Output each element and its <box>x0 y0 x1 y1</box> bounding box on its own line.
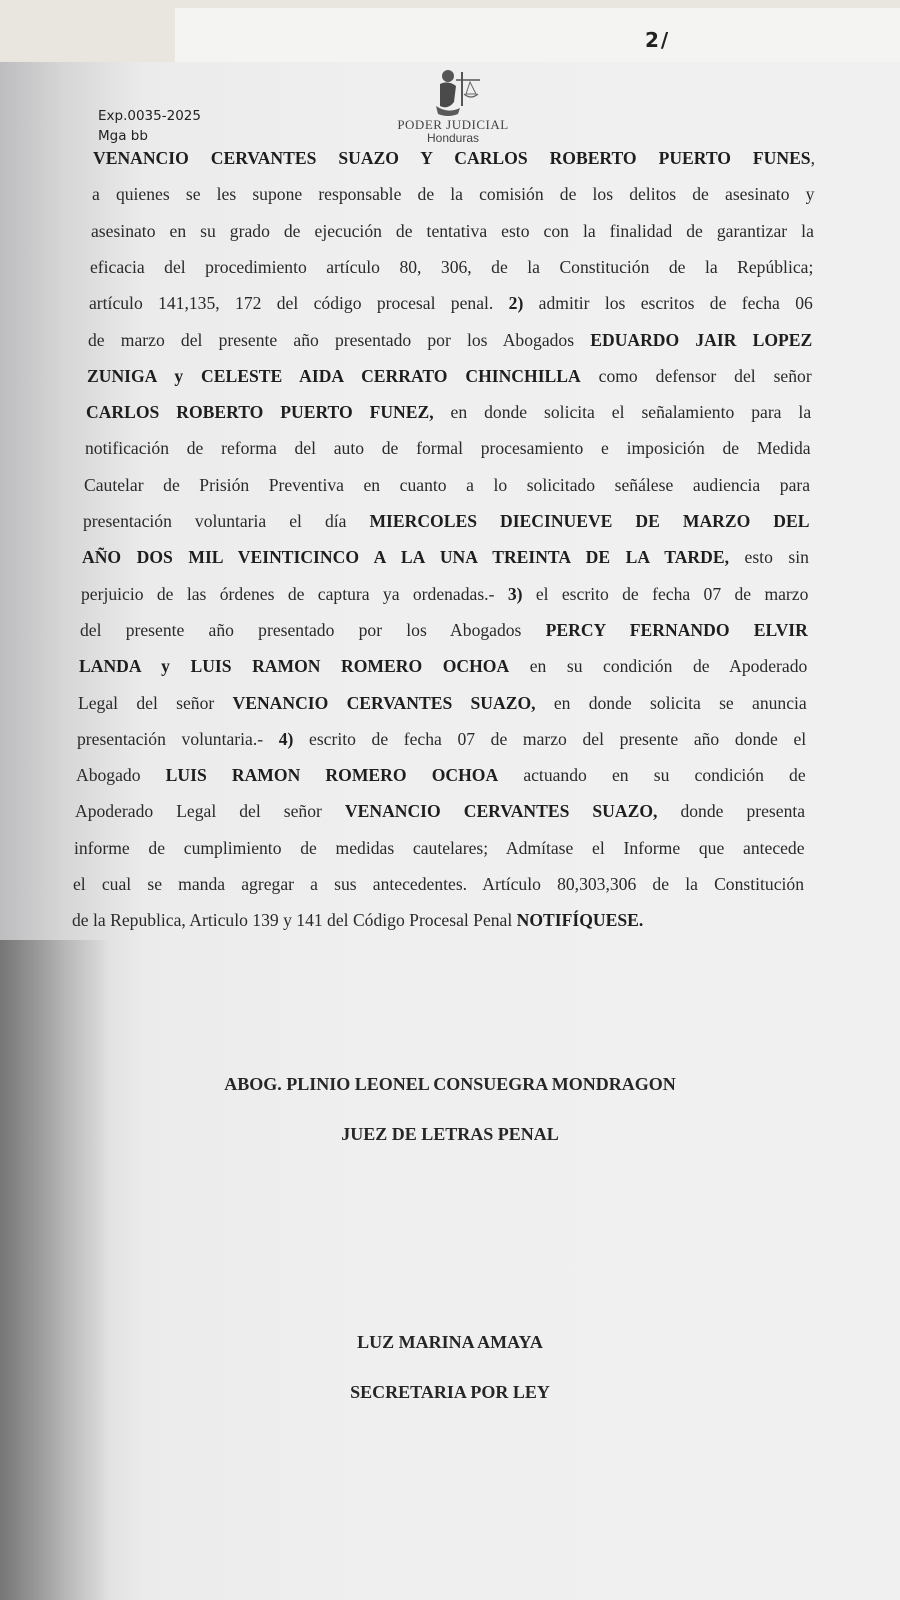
body-line <box>79 654 807 678</box>
expediente-number: Exp.0035-2025 <box>98 108 201 124</box>
text: Cautelar de Prisión Preventiva en cuanto a lo solicitado señálese audiencia para <box>84 474 811 495</box>
text: a quienes se les supone responsable de la comisión de los delitos de asesinato y <box>92 184 815 205</box>
text: admitir los escritos de fecha 06 <box>523 293 813 314</box>
bold-text: VENANCIO CERVANTES SUAZO Y CARLOS ROBERTO PUERTO FUNES <box>93 148 811 168</box>
body-line <box>76 763 806 787</box>
text: del presente año presentado por los Abogados <box>80 619 546 640</box>
text: en su condición de Apoderado <box>509 656 808 677</box>
body-line <box>88 328 812 352</box>
bold-text: 4) <box>278 728 294 749</box>
body-line <box>82 545 809 569</box>
bold-text: LUIS RAMON ROMERO OCHOA <box>165 765 499 786</box>
secretary-title: SECRETARIA POR LEY <box>350 1382 550 1402</box>
bold-text: 3) <box>507 583 523 604</box>
body-line <box>80 618 808 642</box>
text: escrito de fecha 07 de marzo del presente año donde el <box>293 728 807 749</box>
text: esto sin <box>728 547 809 568</box>
text: de la Republica, Articulo 139 y 141 del Código Procesal Penal <box>72 910 517 931</box>
text: eficacia del procedimiento artículo 80, 306, de la Constitución de la República; <box>90 256 814 277</box>
body-line <box>77 727 806 751</box>
clerk-initials: Mga bb <box>98 128 148 144</box>
page-number-mark: 2/ <box>645 28 671 52</box>
body-line <box>91 219 814 243</box>
body-line <box>85 436 811 460</box>
bold-text: EDUARDO JAIR LOPEZ <box>590 329 813 350</box>
bold-text: AÑO DOS MIL VEINTICINCO A LA UNA TREINTA DE LA TARDE, <box>82 547 729 568</box>
body-line <box>81 582 808 606</box>
text: el cual se manda agregar a sus antecedentes. Artículo 80,303,306 de la Constitución <box>73 874 804 894</box>
bold-text: MIERCOLES DIECINUEVE DE MARZO DEL <box>369 511 810 531</box>
logo-country: Honduras <box>426 131 480 145</box>
body-line <box>93 146 815 170</box>
bold-text: LANDA y LUIS RAMON ROMERO OCHOA <box>79 656 510 677</box>
text: perjuicio de las órdenes de captura ya ordenadas.- <box>81 583 508 604</box>
body-line <box>83 509 810 533</box>
logo-title: PODER JUDICIAL <box>397 117 509 132</box>
judge-title: JUEZ DE LETRAS PENAL <box>341 1124 559 1144</box>
text: el escrito de fecha 07 de marzo <box>522 583 809 604</box>
text: notificación de reforma del auto de formal procesamiento e imposición de Medida <box>85 438 811 459</box>
bold-text: PERCY FERNANDO ELVIR <box>545 619 808 640</box>
text: informe de cumplimiento de medidas cautelares; Admítase el Informe que antecede <box>74 837 805 858</box>
bold-text: VENANCIO CERVANTES SUAZO, <box>232 692 536 713</box>
body-line <box>86 400 811 424</box>
body-line <box>89 291 813 315</box>
text: de marzo del presente año presentado por los Abogados <box>88 329 591 350</box>
text: Abogado <box>76 765 166 786</box>
body-line <box>90 255 813 279</box>
body-line <box>72 908 803 932</box>
body-line <box>75 799 805 823</box>
body-line <box>74 836 805 860</box>
text: en donde solicita se anuncia <box>535 692 807 713</box>
text: donde presenta <box>657 801 806 822</box>
body-line <box>87 364 812 388</box>
text: artículo 141,135, 172 del código procesal penal. <box>89 293 509 314</box>
text: presentación voluntaria.- <box>77 728 279 749</box>
bold-text: CARLOS ROBERTO PUERTO FUNEZ, <box>86 402 434 423</box>
bold-text: NOTIFÍQUESE. <box>516 910 644 931</box>
text: , <box>810 148 815 168</box>
text: asesinato en su grado de ejecución de tentativa esto con la finalidad de garantizar la <box>91 220 814 241</box>
bold-text: VENANCIO CERVANTES SUAZO, <box>344 801 658 822</box>
bold-text: ZUNIGA y CELESTE AIDA CERRATO CHINCHILLA <box>87 365 581 386</box>
body-line <box>92 182 814 206</box>
text: en donde solicita el señalamiento para la <box>433 402 812 423</box>
text: Legal del señor <box>78 692 233 713</box>
body-line <box>78 691 807 715</box>
body-line <box>73 872 804 896</box>
text: Apoderado Legal del señor <box>75 801 345 822</box>
bold-text: 2) <box>508 293 524 314</box>
text: como defensor del señor <box>580 365 812 386</box>
text: presentación voluntaria el día <box>83 511 370 531</box>
body-line <box>84 473 810 497</box>
text: actuando en su condición de <box>498 765 806 786</box>
secretary-name: LUZ MARINA AMAYA <box>357 1332 543 1352</box>
judge-name: ABOG. PLINIO LEONEL CONSUEGRA MONDRAGON <box>224 1074 676 1094</box>
